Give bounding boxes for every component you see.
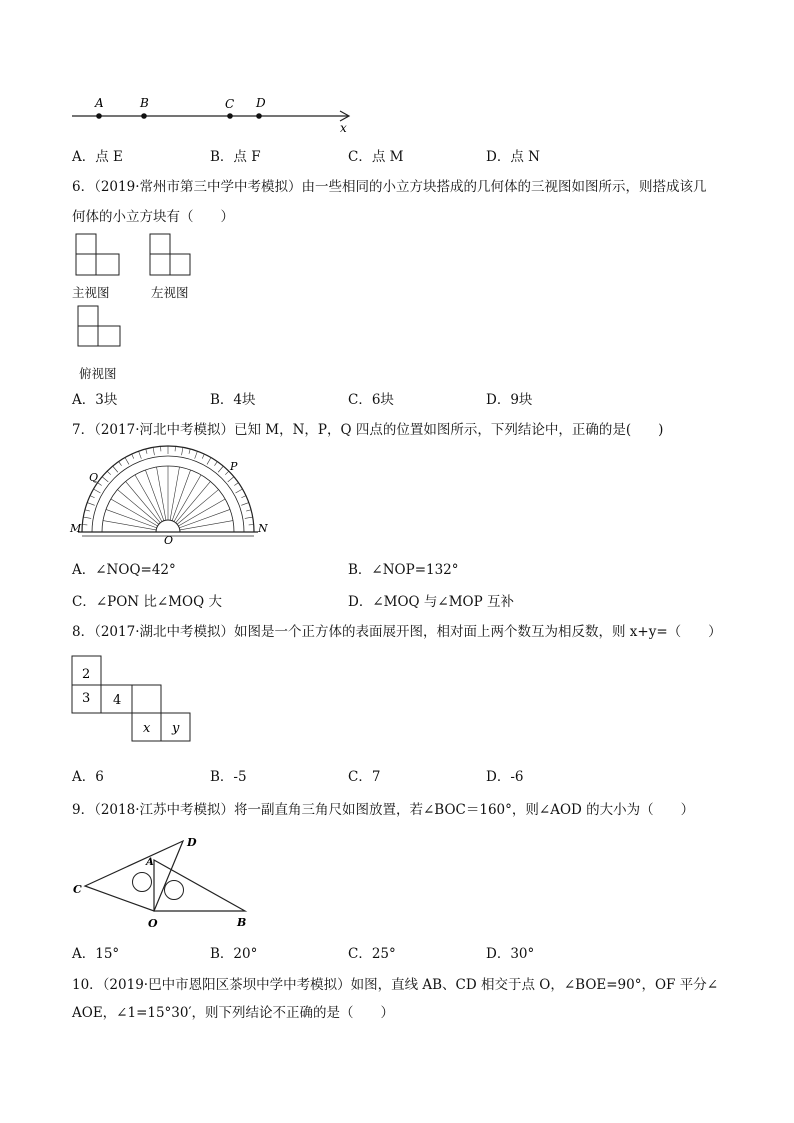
q6-option-c[interactable]: C．6块: [348, 392, 394, 408]
protractor-tick: [113, 466, 118, 472]
protractor-ray: [135, 475, 162, 522]
q9-option-c[interactable]: C．25°: [348, 946, 396, 962]
point-A-dot: [96, 113, 102, 119]
triangle-hole-left: [133, 873, 152, 892]
q7-option-d[interactable]: D．∠MOQ 与∠MOP 互补: [348, 594, 514, 610]
q5-option-b[interactable]: B．点 F: [210, 149, 261, 165]
protractor-tick: [202, 454, 204, 459]
protractor-ray: [180, 521, 233, 530]
q9-option-b[interactable]: B．20°: [210, 946, 258, 962]
point-D-label: D: [256, 96, 266, 110]
q8-option-a[interactable]: A．6: [72, 769, 104, 785]
q10-text-line1: 10．（2019·巴中市恩阳区茶坝中学中考模拟）如图，直线 AB、CD 相交于点 O，∠BOE=90°，OF 平分∠: [72, 977, 719, 993]
cube-net-figure: [70, 654, 196, 744]
q8-option-c[interactable]: C．7: [348, 769, 381, 785]
cell-y: y: [172, 721, 180, 736]
label-B: B: [237, 916, 247, 929]
protractor-ray: [179, 509, 230, 527]
top-view-caption: 俯视图: [79, 366, 117, 381]
cell-2: 2: [82, 667, 91, 682]
label-C: C: [73, 883, 82, 896]
protractor-tick: [90, 496, 95, 498]
protractor-tick: [94, 489, 101, 493]
protractor-tick: [87, 503, 95, 506]
protractor-tick: [139, 451, 142, 459]
label-D: D: [187, 836, 197, 849]
protractor-ray: [103, 521, 156, 530]
protractor-tick: [218, 466, 223, 472]
point-B-label: B: [140, 96, 149, 110]
q7-option-a[interactable]: A．∠NOQ=42°: [72, 562, 176, 578]
protractor-tick: [246, 510, 251, 511]
cell-4: 4: [113, 693, 122, 708]
triangle-AOB: [154, 860, 245, 911]
triangles-figure: [68, 832, 258, 932]
protractor-ray: [106, 509, 157, 527]
protractor-tick: [85, 510, 90, 511]
q6-option-d[interactable]: D．9块: [486, 392, 533, 408]
protractor-ray: [172, 470, 190, 521]
protractor-ray: [176, 481, 211, 522]
protractor-tick: [236, 489, 243, 493]
protractor-tick: [102, 477, 108, 482]
protractor-tick: [207, 458, 211, 465]
q5-option-c[interactable]: C．点 M: [348, 149, 404, 165]
protractor-ray: [178, 499, 225, 526]
protractor-tick: [195, 451, 198, 459]
left-view-caption: 左视图: [151, 285, 189, 300]
protractor-tick: [125, 458, 129, 465]
q6-option-b[interactable]: B．4块: [210, 392, 256, 408]
q7-text: 7．（2017·河北中考模拟）已知 M，N，P，Q 四点的位置如图所示，下列结论中，正确的是( ): [72, 422, 664, 438]
front-view-figure: [74, 232, 124, 280]
q6-text-line1: 6．（2019·常州市第三中学中考模拟）由一些相同的小立方块搭成的几何体的三视图如图所示，则搭成该几: [72, 179, 707, 195]
q6-option-a[interactable]: A．3块: [72, 392, 118, 408]
label-N: N: [258, 522, 268, 535]
protractor-tick: [245, 517, 253, 518]
point-B-dot: [141, 113, 147, 119]
protractor-tick: [214, 462, 217, 466]
protractor-ray: [174, 475, 201, 522]
q9-option-a[interactable]: A．15°: [72, 946, 120, 962]
cell-x: x: [143, 721, 151, 736]
left-view-figure: [148, 232, 194, 280]
top-view-figure: [76, 304, 124, 350]
axis-x-label: x: [340, 121, 347, 135]
q8-option-d[interactable]: D．-6: [486, 769, 524, 785]
q5-option-a[interactable]: A．点 E: [72, 149, 123, 165]
protractor-tick: [107, 471, 111, 475]
number-line-figure: [66, 92, 366, 136]
q9-option-d[interactable]: D．30°: [486, 946, 535, 962]
point-C-dot: [227, 113, 233, 119]
label-M: M: [70, 522, 82, 535]
q10-text-line2: AOE，∠1=15°30′，则下列结论不正确的是（ ）: [72, 1005, 395, 1021]
protractor-tick: [182, 447, 183, 455]
q8-option-b[interactable]: B．-5: [210, 769, 247, 785]
front-view-caption: 主视图: [72, 285, 110, 300]
protractor-tick: [98, 483, 102, 486]
protractor-tick: [234, 483, 238, 486]
protractor-tick: [228, 477, 234, 482]
label-A: A: [146, 857, 154, 868]
protractor-tick: [241, 503, 249, 506]
point-C-label: C: [225, 97, 235, 111]
q8-text: 8．（2017·湖北中考模拟）如图是一个正方体的表面展开图，相对面上两个数互为相反数，则 x+y=（ ）: [72, 624, 722, 640]
protractor-tick: [83, 517, 91, 518]
q7-option-b[interactable]: B．∠NOP=132°: [348, 562, 459, 578]
q7-option-c[interactable]: C．∠PON 比∠MOQ 大: [72, 594, 222, 610]
label-Q: Q: [89, 471, 99, 484]
protractor-figure: [68, 440, 278, 546]
protractor-tick: [132, 454, 134, 459]
q5-option-d[interactable]: D．点 N: [486, 149, 540, 165]
protractor-tick: [146, 449, 147, 454]
triangle-hole-right: [165, 881, 184, 900]
protractor-ray: [117, 490, 158, 525]
protractor-tick: [189, 449, 190, 454]
q9-text: 9．（2018·江苏中考模拟）将一副直角三角尺如图放置，若∠BOC＝160°，则∠AOD 的大小为（ ）: [72, 802, 695, 818]
protractor-ray: [111, 499, 158, 526]
point-A-label: A: [95, 96, 104, 110]
protractor-tick: [119, 462, 122, 466]
label-P: P: [230, 460, 238, 473]
protractor-ray: [170, 467, 179, 520]
protractor-ray: [157, 467, 166, 520]
protractor-ray: [177, 490, 218, 525]
label-O: O: [164, 534, 174, 546]
protractor-tick: [241, 496, 246, 498]
label-O: O: [148, 917, 158, 930]
protractor-tick: [153, 447, 154, 455]
cell-3: 3: [82, 691, 91, 706]
q6-text-line2: 何体的小立方块有（ ）: [72, 209, 234, 225]
protractor-ray: [126, 481, 161, 522]
point-D-dot: [256, 113, 262, 119]
protractor-ray: [145, 470, 163, 521]
protractor-tick: [225, 471, 229, 475]
